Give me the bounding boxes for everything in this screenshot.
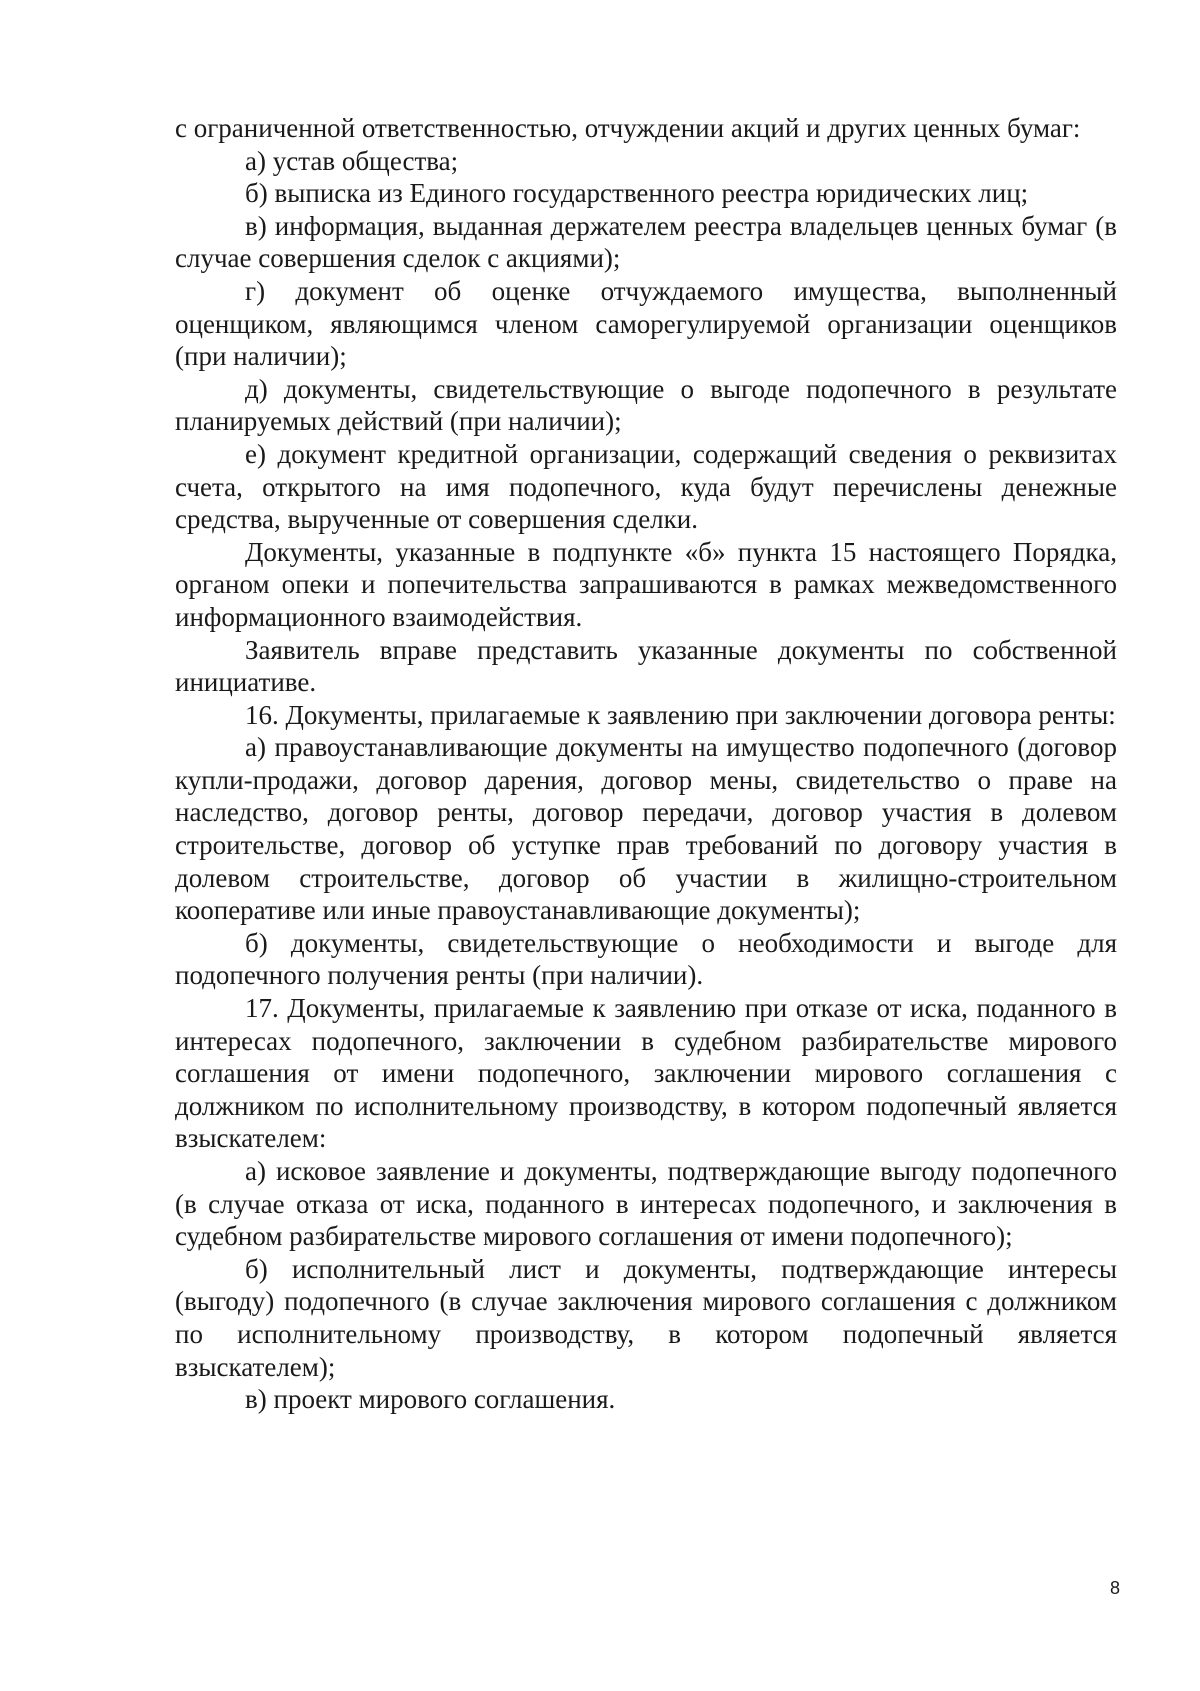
section-17-item-a: а) исковое заявление и документы, подтверждающие выгоду подопечного (в случае отказа от иска, поданного в интересах подопечного, и заключения в судебном разбирательстве мирового соглашения от имени подопечного); — [175, 1156, 1117, 1252]
list-item-a: а) устав общества; — [245, 145, 459, 176]
section-17-heading: 17. Документы, прилагаемые к заявлению при отказе от иска, поданного в интересах подопечного, заключении в судебном разбирательстве мирового соглашения от имени подопечного, заключении мирового соглашения с должником по исполнительному производству, в котором подопечный является взыскателем: — [175, 993, 1117, 1154]
section-16-item-b: б) документы, свидетельствующие о необходимости и выгоде для подопечного получения ренты (при наличии). — [175, 927, 1117, 991]
section-17-item-v: в) проект мирового соглашения. — [245, 1384, 616, 1415]
paragraph-applicant-right: Заявитель вправе представить указанные документы по собственной инициативе. — [175, 634, 1117, 698]
list-item-e: е) документ кредитной организации, содержащий сведения о реквизитах счета, открытого на имя подопечного, куда будут перечислены денежные средства, вырученные от совершения сделки. — [175, 438, 1117, 535]
document-body — [175, 112, 1117, 1416]
paragraph-interagency-note: Документы, указанные в подпункте «б» пункта 15 настоящего Порядка, органом опеки и попечительства запрашиваются в рамках межведомственного информационного взаимодействия. — [175, 536, 1117, 632]
page-number: 8 — [1109, 1578, 1120, 1598]
paragraph-continuation: с ограниченной ответственностью, отчуждении акций и других ценных бумаг: — [175, 113, 1081, 143]
list-item-d: д) документы, свидетельствующие о выгоде подопечного в результате планируемых действий (при наличии); — [175, 373, 1117, 437]
section-16-item-a: а) правоустанавливающие документы на имущество подопечного (договор купли-продажи, договор дарения, договор мены, свидетельство о праве на наследство, договор ренты, договор передачи, договор участия в долевом строительстве, договор об уступке прав требований по договору участия в долевом строительстве, договор об участии в жилищно-строительном кооперативе или иные правоустанавливающие документы); — [175, 732, 1117, 926]
list-item-v: в) информация, выданная держателем реестра владельцев ценных бумаг (в случае совершения сделок с акциями); — [175, 210, 1117, 274]
section-17-item-b: б) исполнительный лист и документы, подтверждающие интересы (выгоду) подопечного (в случае заключения мирового соглашения с должником по исполнительному производству, в котором подопечный является взыскателем); — [175, 1253, 1117, 1382]
section-16-heading: 16. Документы, прилагаемые к заявлению при заключении договора ренты: — [245, 699, 1116, 730]
list-item-g: г) документ об оценке отчуждаемого имущества, выполненный оценщиком, являющимся членом саморегулируемой организации оценщиков (при наличии); — [175, 275, 1117, 372]
list-item-b: б) выписка из Единого государственного реестра юридических лиц; — [245, 178, 1029, 209]
